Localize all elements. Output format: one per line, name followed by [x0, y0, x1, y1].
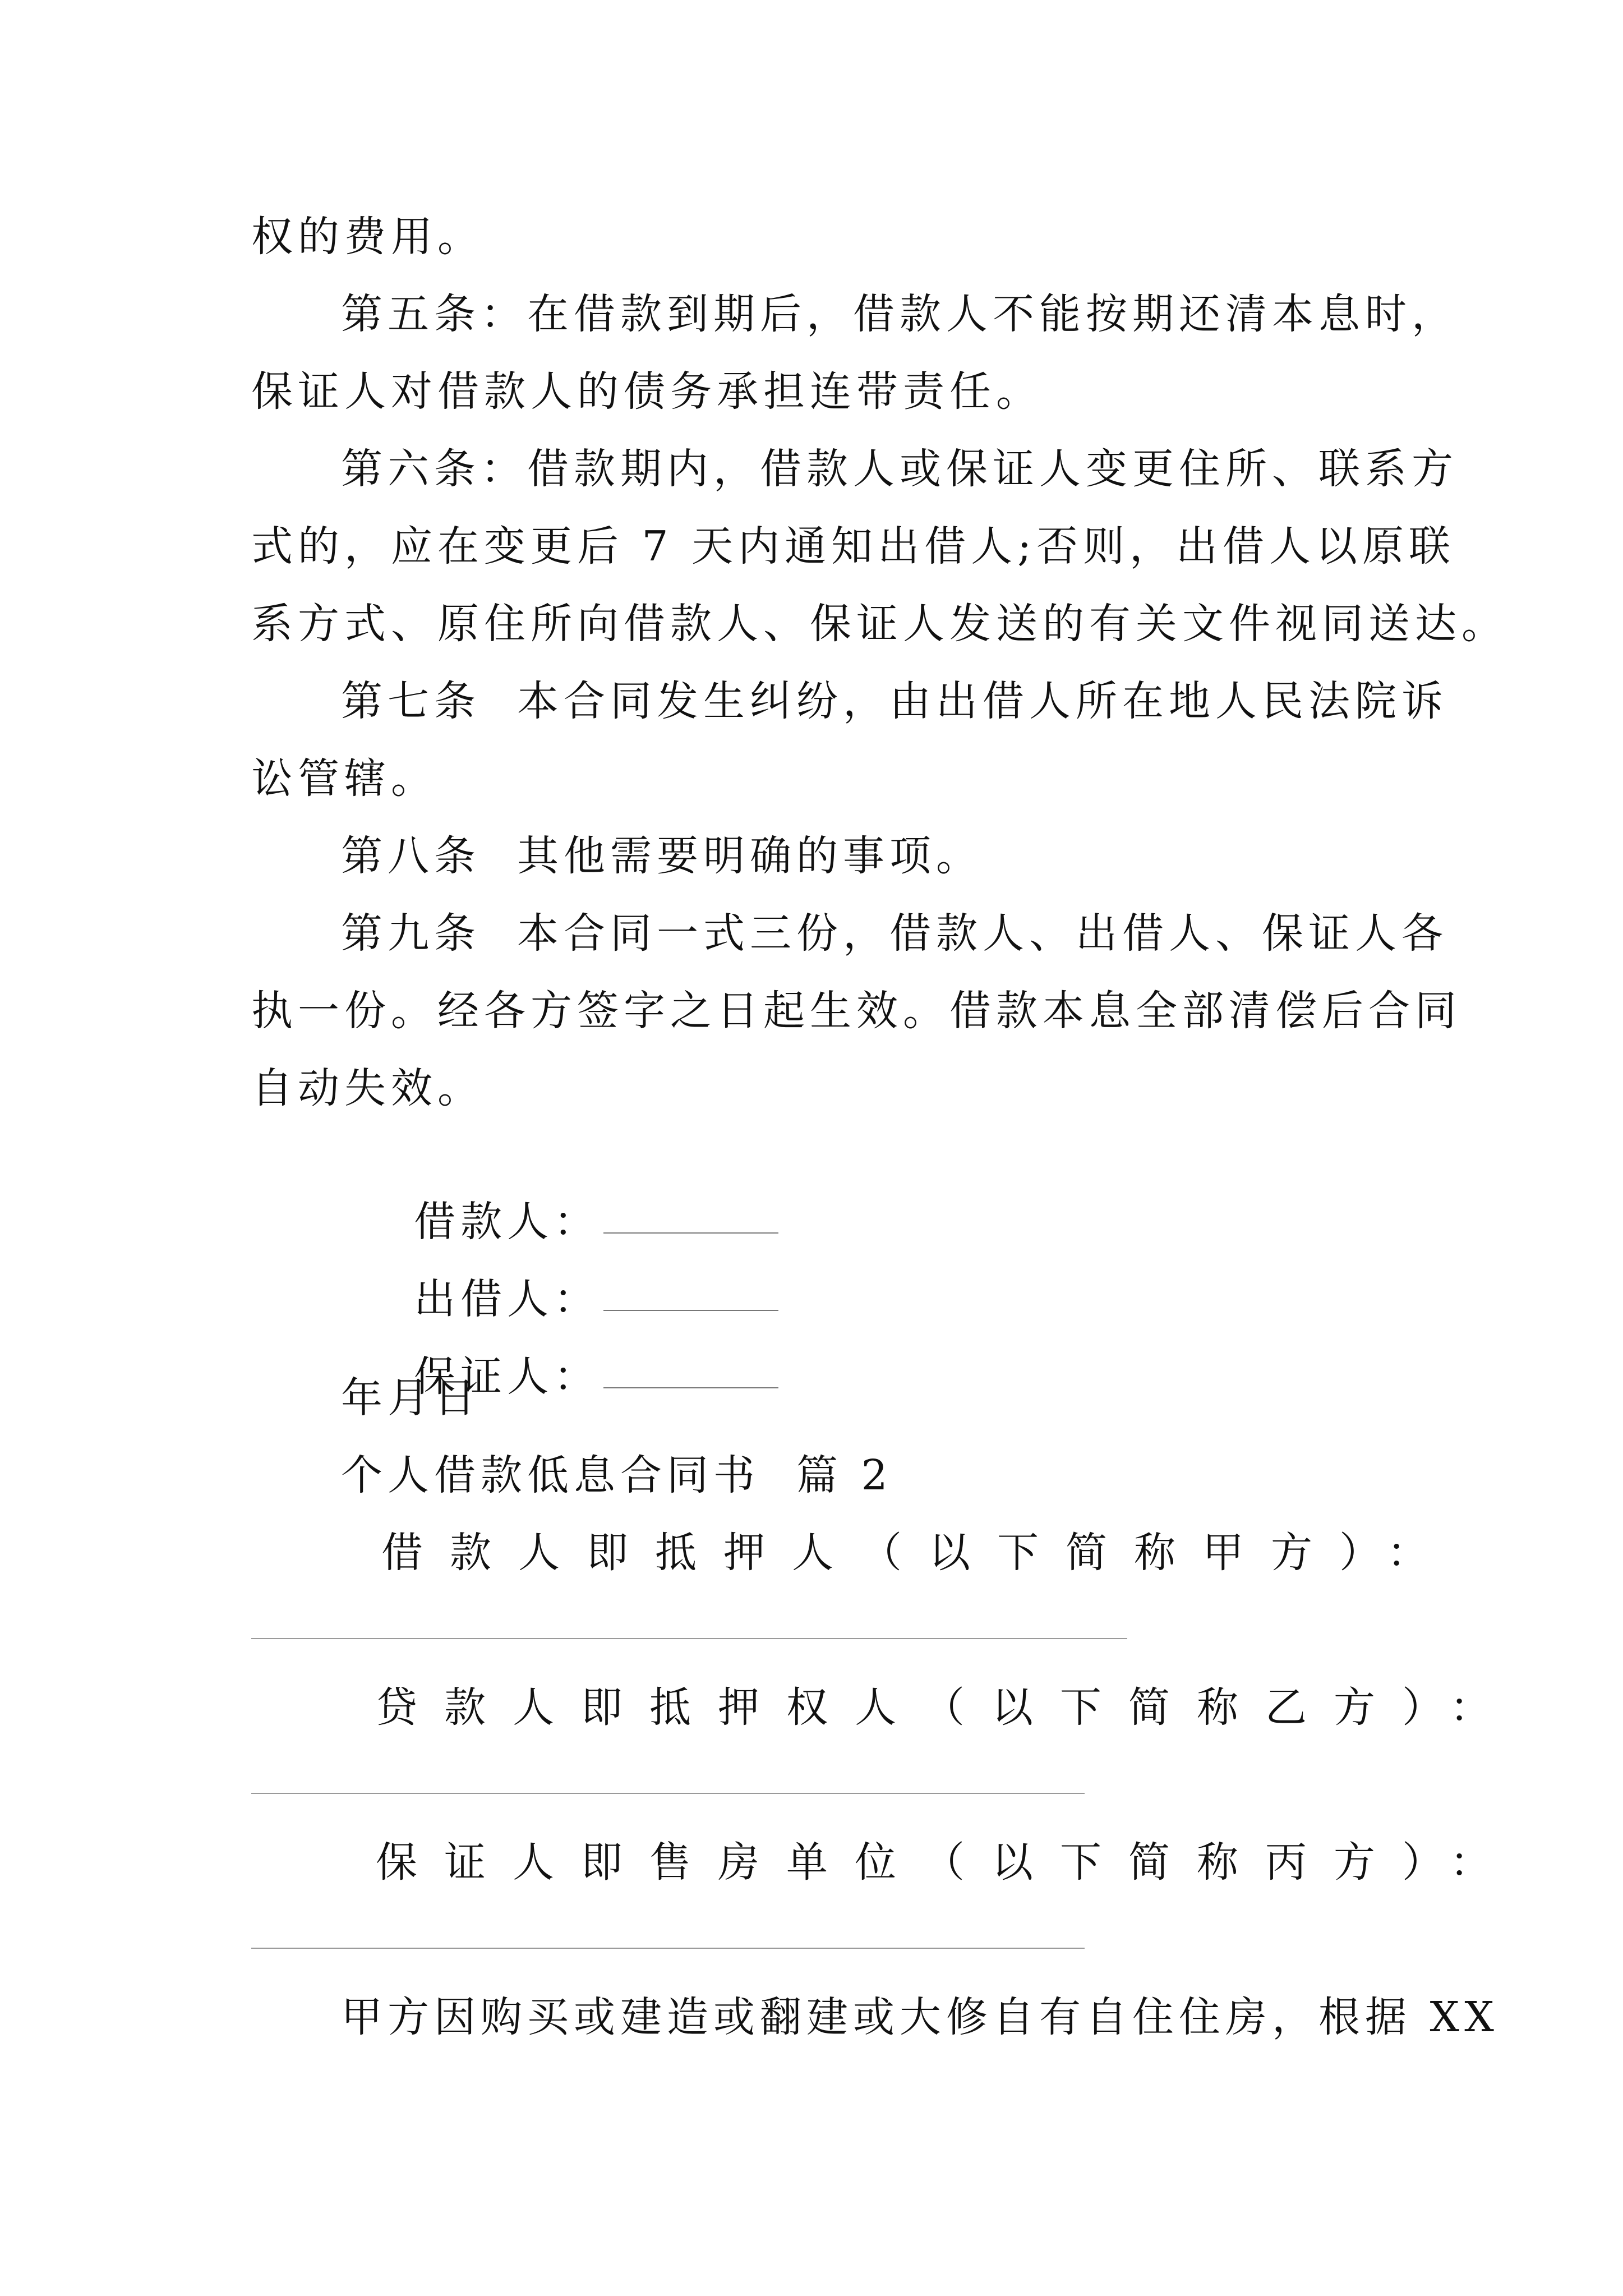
date-line: 年月日: [341, 1374, 481, 1422]
guarantor-signature-blank[interactable]: [603, 1387, 778, 1388]
section-title: 个人借款低息合同书 篇 2: [341, 1451, 893, 1499]
lender-label: 出借人：: [414, 1275, 601, 1323]
article-7-line-2: 讼管辖。: [251, 754, 437, 803]
article-6-line-3: 系方式、原住所向借款人、保证人发送的有关文件视同送达。: [251, 600, 1508, 648]
guarantor-label: 保证人：: [414, 1352, 601, 1401]
party-b-line: 贷款人即抵押权人（以下简称乙方）：: [376, 1683, 1518, 1732]
paragraph-line: 权的费用。: [251, 213, 484, 261]
clause-intro-line: 甲方因购买或建造或翻建或大修自有自住住房，根据 XX: [341, 1993, 1499, 2041]
article-9-line-2: 执一份。经各方签字之日起生效。借款本息全部清偿后合同: [251, 987, 1461, 1035]
article-5-line-2: 保证人对借款人的债务承担连带责任。: [251, 367, 1043, 416]
article-7-line-1: 第七条 本合同发生纠纷，由出借人所在地人民法院诉: [341, 677, 1449, 725]
article-6-line-2: 式的，应在变更后 7 天内通知出借人;否则，出借人以原联: [251, 522, 1456, 570]
party-c-blank[interactable]: [251, 1948, 1085, 1949]
party-a-line: 借款人即抵押人（以下简称甲方）：: [381, 1529, 1455, 1577]
borrower-label: 借款人：: [414, 1198, 601, 1246]
article-9-line-3: 自动失效。: [251, 1064, 484, 1112]
article-8-line: 第八条 其他需要明确的事项。: [341, 832, 983, 880]
article-6-line-1: 第六条：借款期内，借款人或保证人变更住所、联系方: [341, 445, 1458, 493]
party-c-line: 保证人即售房单位（以下简称丙方）：: [376, 1838, 1518, 1887]
party-a-blank[interactable]: [251, 1638, 1127, 1639]
article-5-line-1: 第五条：在借款到期后，借款人不能按期还清本息时，: [341, 290, 1458, 338]
article-9-line-1: 第九条 本合同一式三份，借款人、出借人、保证人各: [341, 909, 1449, 958]
party-b-blank[interactable]: [251, 1793, 1085, 1794]
